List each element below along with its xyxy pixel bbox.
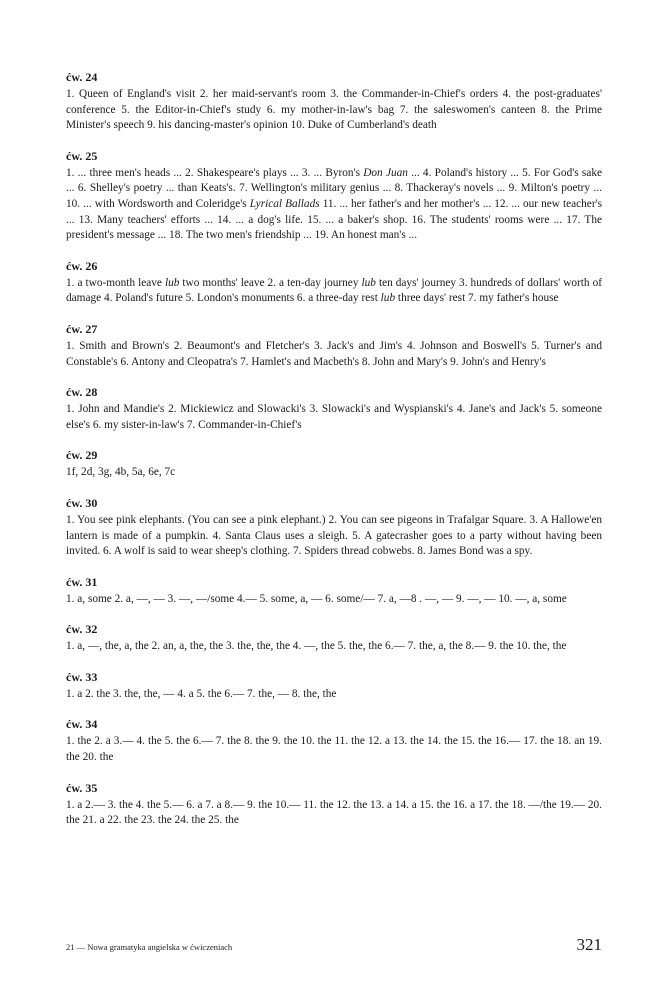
page-number: 321 xyxy=(576,935,602,954)
answer-text: 1. Smith and Brown's 2. Beaumont's and Fletcher's 3. Jack's and Jim's 4. Johnson and Boswell's 5. Turner's and Constable's 6. Antony and Cleopatra's 7. Hamlet's and Macbeth's 8. John and Mary's 9. John's and Henry's xyxy=(66,339,602,368)
exercise-section xyxy=(66,70,602,134)
exercise-answers xyxy=(66,734,602,765)
exercise-heading: ćw. 32 xyxy=(66,622,98,637)
exercise-heading: ćw. 31 xyxy=(66,574,98,589)
exercise-section xyxy=(66,670,602,703)
exercise-heading: ćw. 28 xyxy=(66,385,98,400)
answer-text: 1. John and Mandie's 2. Mickiewicz and Slowacki's 3. Slowacki's and Wyspianski's 4. Jane's and Jack's 5. someone else's 6. my sister-in-law's 7. Commander-in-Chief's xyxy=(66,403,602,431)
answer-text: 1. the 2. a 3.— 4. the 5. the 6.— 7. the 8. the 9. the 10. the 11. the 12. a 13. the 14. the 15. the 16.— 17. the 18. an 19. the 20. the xyxy=(66,735,602,764)
exercise-answers xyxy=(66,687,602,703)
exercise-answers xyxy=(66,465,602,481)
footer-note: 21 — Nowa gramatyka angielska w ćwiczeniach xyxy=(66,942,233,952)
exercise-answers xyxy=(66,166,602,244)
answer-key-sections xyxy=(66,70,602,829)
answer-text: 1. a 2.— 3. the 4. the 5.— 6. a 7. a 8.— 9. the 10.— 11. the 12. the 13. a 14. a 15. the 16. a 17. the 18. —/the 19.— 20. the 21. a 22. the 23. the 24. the 25. the xyxy=(66,798,602,827)
exercise-heading: ćw. 34 xyxy=(66,717,98,732)
answer-text: 1. ... three men's heads ... 2. Shakespeare's plays ... 3. ... Byron's xyxy=(66,166,364,179)
exercise-section xyxy=(66,575,602,608)
exercise-answers xyxy=(66,339,602,370)
exercise-section xyxy=(66,496,602,560)
answer-text: 1f, 2d, 3g, 4b, 5a, 6e, 7c xyxy=(66,466,176,479)
exercise-heading: ćw. 30 xyxy=(66,495,98,510)
exercise-section xyxy=(66,259,602,307)
answer-text: 1. a 2. the 3. the, the, — 4. a 5. the 6.— 7. the, — 8. the, the xyxy=(66,687,337,700)
exercise-heading: ćw. 35 xyxy=(66,780,98,795)
italic-text: Lyrical Ballads xyxy=(249,197,320,210)
answer-text: ... 4. Poland's history ... 5. For God's sake ... 6. Shelley's poetry ... than Keats's. 7. Wellington's military genius ... 8. Thackeray's novels ... 9. Milton's poetry ... 10. ... with Wordsworth and Coleridge's xyxy=(66,166,602,210)
exercise-section xyxy=(66,322,602,370)
italic-text: lub xyxy=(380,292,396,305)
exercise-heading: ćw. 29 xyxy=(66,448,98,463)
answer-text: 11. ... her father's and her mother's ... 12. ... our new teacher's ... 13. Many teachers' efforts ... 14. ... a dog's life. 15. ... a baker's shop. 16. The students' rooms were ... 17. The president's message ... 18. The two men's friendship ... 19. An honest man's ... xyxy=(66,197,603,242)
italic-text: lub xyxy=(361,276,376,289)
answer-text: two months' leave 2. a ten-day journey xyxy=(179,276,362,289)
exercise-heading: ćw. 27 xyxy=(66,321,98,336)
exercise-answers xyxy=(66,276,602,307)
exercise-answers xyxy=(66,402,602,433)
exercise-answers xyxy=(66,513,602,560)
italic-text: lub xyxy=(164,276,180,289)
exercise-section xyxy=(66,781,602,829)
answer-text: three days' rest 7. my father's house xyxy=(395,292,559,305)
page-footer xyxy=(66,935,602,955)
exercise-answers xyxy=(66,87,602,134)
exercise-section xyxy=(66,149,602,244)
answer-text: ten days' journey 3. hundreds of dollars' worth of damage 4. Poland's future 5. London's monuments 6. a three-day rest xyxy=(66,276,602,305)
answer-text: 1. You see pink elephants. (You can see a pink elephant.) 2. You can see pigeons in Trafalgar Square. 3. A Hallowe'en lantern is made of a pumpkin. 4. Santa Claus uses a sleigh. 5. A gatecrasher goes to a party without having been invited. 6. A wolf is said to wear sheep's clothing. 7. Spiders thread cobwebs. 8. James Bond was a spy. xyxy=(66,513,602,558)
italic-text: Don Juan xyxy=(363,166,408,179)
answer-text: 1. a two-month leave xyxy=(66,276,165,289)
answer-text: 1. a, some 2. a, —, — 3. —, —/some 4.— 5. some, a, — 6. some/— 7. a, —8 . —, — 9. —, — 10. —, a, some xyxy=(66,592,567,605)
exercise-heading: ćw. 26 xyxy=(66,258,98,273)
exercise-section xyxy=(66,385,602,433)
answer-text: 1. a, —, the, a, the 2. an, a, the, the 3. the, the, the 4. —, the 5. the, the 6.— 7. the, a, the 8.— 9. the 10. the, the xyxy=(66,640,567,653)
exercise-heading: ćw. 24 xyxy=(66,70,98,84)
answer-text: 1. Queen of England's visit 2. her maid-servant's room 3. the Commander-in-Chief's orders 4. the post-graduates' conference 5. the Editor-in-Chief's study 6. my mother-in-law's bag 7. the saleswomen's canteen 8. the Prime Minister's speech 9. his dancing-master's opinion 10. Duke of Cumberland's death xyxy=(66,88,602,132)
exercise-answers xyxy=(66,592,602,608)
exercise-answers xyxy=(66,798,602,829)
exercise-section xyxy=(66,622,602,655)
exercise-heading: ćw. 33 xyxy=(66,669,98,684)
exercise-section xyxy=(66,448,602,481)
exercise-heading: ćw. 25 xyxy=(66,148,98,163)
exercise-section xyxy=(66,717,602,765)
exercise-answers xyxy=(66,639,602,655)
